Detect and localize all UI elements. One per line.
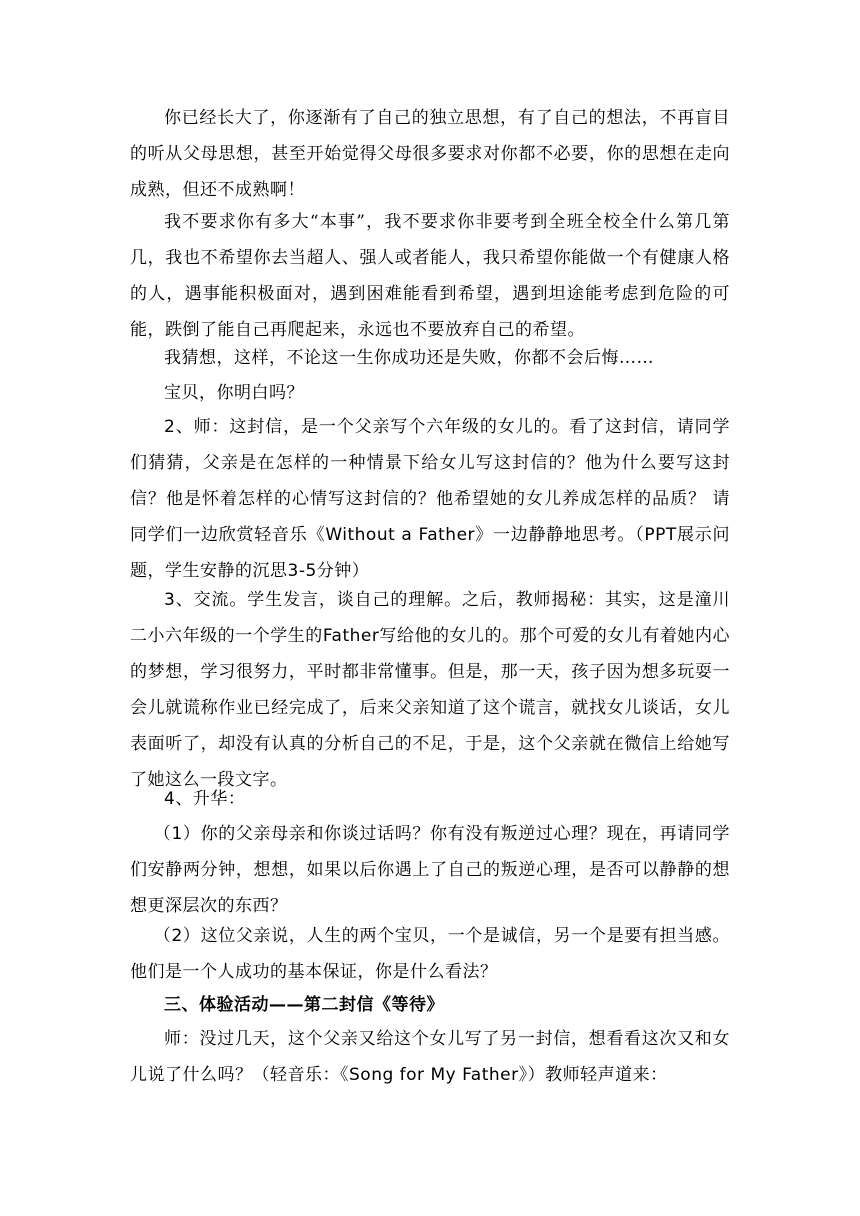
section-3-intro-paragraph: 师：没过几天，这个父亲又给这个女儿写了另一封信，想看看这次又和女儿说了什么吗？（轻音乐：《Song for My Father》）教师轻声道来： <box>130 1029 730 1085</box>
step-4-heading: 4、升华： <box>164 789 246 809</box>
step-3-paragraph: 3、交流。学生发言，谈自己的理解。之后，教师揭秘：其实，这是潼川二小六年级的一个学生的Father写给他的女儿的。那个可爱的女儿有着她内心的梦想，学习很努力，平时都非常懂事。但是，那一天，孩子因为想多玩耍一会儿就谎称作业已经完成了，后来父亲知道了这个谎言，就找女儿谈话，女儿表面听了，却没有认真的分析自己的不足，于是，这个父亲就在微信上给她写了她这么一段文字。 <box>130 590 730 790</box>
letter-paragraph-1: 你已经长大了，你逐渐有了自己的独立思想，有了自己的想法，不再盲目的听从父母思想，甚至开始觉得父母很多要求对你都不必要，你的思想在走向成熟，但还不成熟啊！ <box>130 108 730 200</box>
question-2-paragraph: （2）这位父亲说，人生的两个宝贝，一个是诚信，另一个是要有担当感。他们是一个人成功的基本保证，你是什么看法？ <box>130 926 730 982</box>
section-3-heading: 三、体验活动——第二封信《等待》 <box>164 995 444 1015</box>
letter-paragraph-4: 宝贝，你明白吗？ <box>164 383 304 403</box>
letter-paragraph-3: 我猜想，这样，不论这一生你成功还是失败，你都不会后悔…… <box>164 348 654 368</box>
letter-paragraph-2: 我不要求你有多大“本事”，我不要求你非要考到全班全校全什么第几第几，我也不希望你去当超人、强人或者能人，我只希望你能做一个有健康人格的人，遇事能积极面对，遇到困难能看到希望，遇到坦途能考虑到危险的可能，跌倒了能自己再爬起来，永远也不要放弃自己的希望。 <box>130 212 730 340</box>
step-2-paragraph: 2、师：这封信，是一个父亲写个六年级的女儿的。看了这封信，请同学们猜猜，父亲是在怎样的一种情景下给女儿写这封信的？他为什么要写这封信？他是怀着怎样的心情写这封信的？他希望她的女儿养成怎样的品质？ 请同学们一边欣赏轻音乐《Without a Father》一边静静地思考。（PPT展示问题，学生安静的沉思3-5分钟） <box>130 417 730 581</box>
question-1-paragraph: （1）你的父亲母亲和你谈过话吗？你有没有叛逆过心理？现在，再请同学们安静两分钟，想想，如果以后你遇上了自己的叛逆心理，是否可以静静的想想更深层次的东西？ <box>130 824 730 916</box>
